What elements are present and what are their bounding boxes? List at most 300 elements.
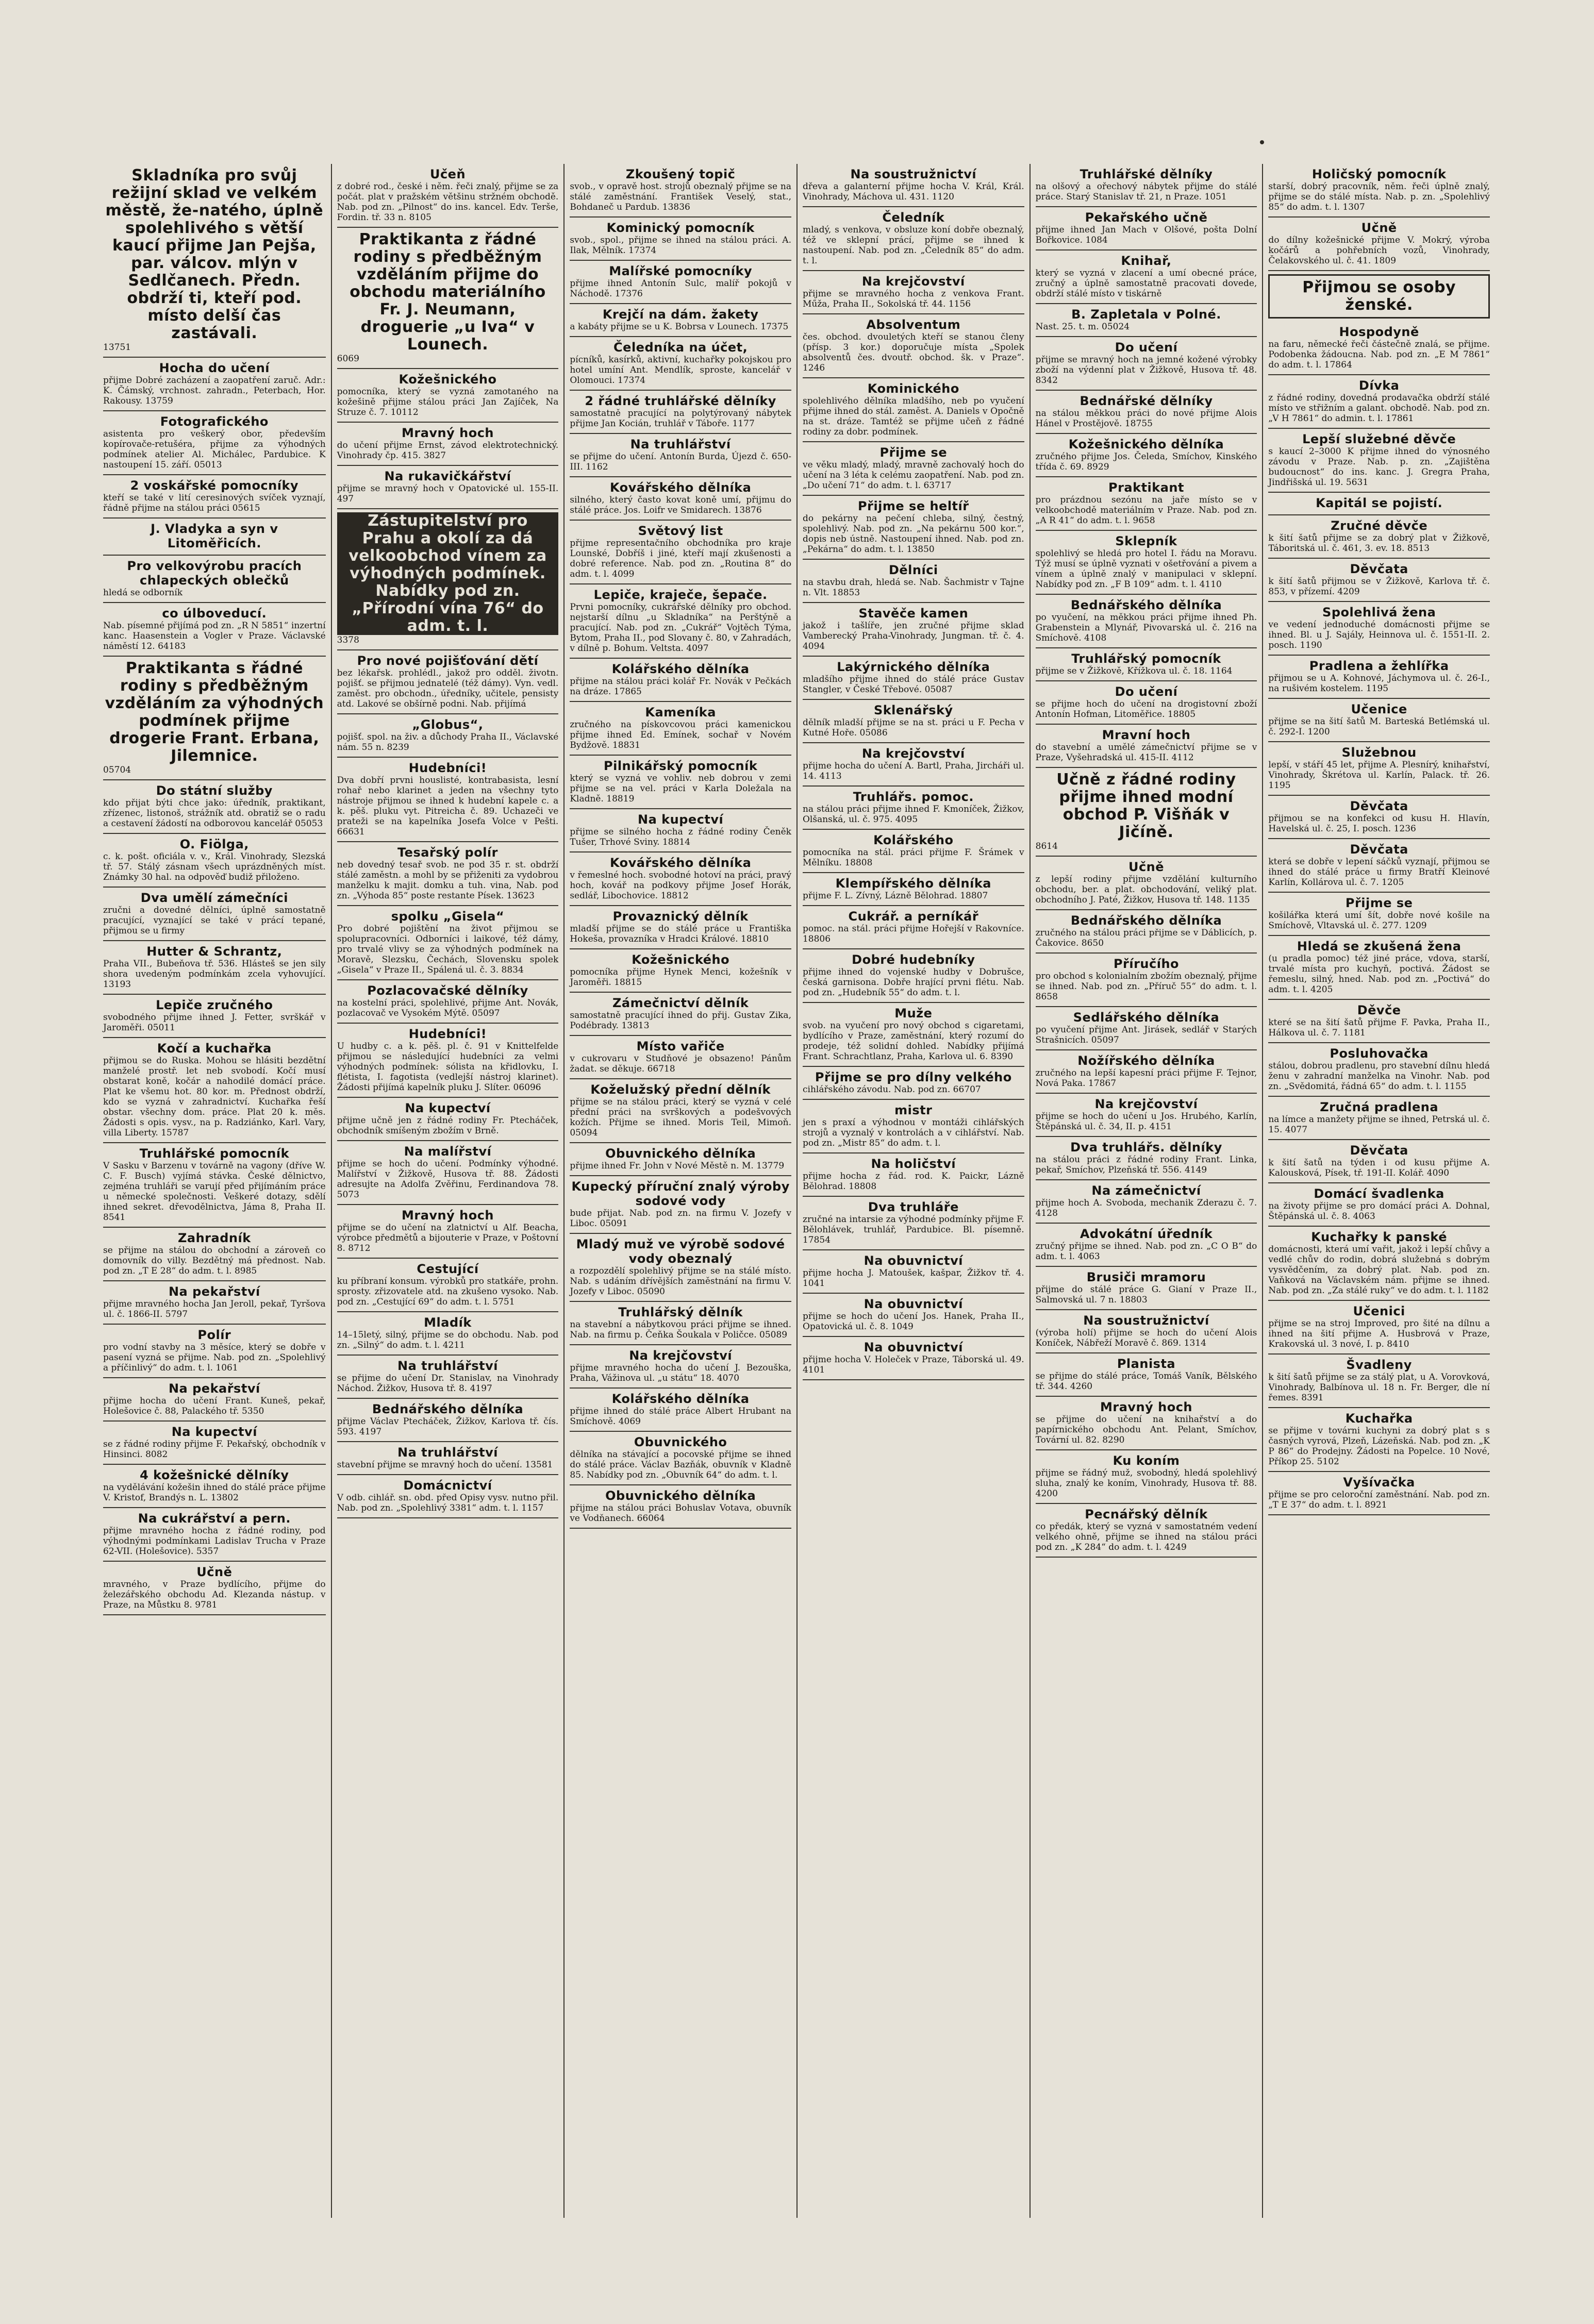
classified-ad [1036,207,1257,250]
ad-body: svob., v opravě host. strojů obeznalý přijme se na stálé zaměstnání. František Veselý, stat., Bohdaneč u Pardub. 13836 [570,181,791,212]
ad-body: samostatně pracující ihned do přij. Gustav Zika, Podébrady. 13813 [570,1010,791,1031]
classified-ad [337,369,559,423]
ad-heading: Provaznický dělník [612,909,749,924]
classified-ad [803,906,1024,949]
classified-ad [337,509,559,650]
classified-ad [1268,1472,1490,1515]
ad-body: přijme se silného hocha z řádné rodiny Čeněk Tušer, Trhové Sviny. 18814 [570,827,791,847]
classified-ad [103,1378,326,1422]
classified-ad [570,164,791,218]
classified-ad [570,906,791,949]
classified-ad [337,1205,559,1259]
classified-ad [1268,936,1490,1000]
classified-ad [570,756,791,809]
classified-ad [337,1098,559,1141]
classified-ad [803,1250,1024,1294]
classified-ad [337,1141,559,1205]
ad-body: kteří se také v lití ceresinových svíček vyznají, řádně přijme na stálou práci 05615 [103,493,326,513]
ad-heading: Na pekařství [168,1284,260,1299]
ad-body: košilářka která umí šít, dobře nové košile na Smíchově, Vltavská ul. č. 277. 1209 [1268,910,1490,931]
ad-heading: Absolventum [866,317,961,332]
classified-ad [570,809,791,852]
classified-ad [1268,1408,1490,1472]
ad-heading: Knihař, [1121,254,1172,268]
ad-heading: Učně z řádné rodiny přijme ihned modní obchod P. Višňák v Jičíně. [1056,771,1236,841]
ad-heading: 2 řádné truhlářské dělníky [585,394,776,408]
ad-heading: Koželužský přední dělník [590,1082,771,1097]
ad-body: silného, který často kovat koně umí, přijmu do stálé práce. Jos. Loifr ve Smidarech. 13876 [570,495,791,515]
ad-body: dřeva a galanterní přijme hocha V. Král, Král. Vinohrady, Máchova ul. 431. 1120 [802,181,1024,202]
ad-body: přijme ihned Fr. John v Nové Městě n. M. 13779 [570,1161,785,1171]
ad-body: se přijme v továrni kuchyni za dobrý plat s s časných vyrová, Plzeň, Lázeňská. Nab. pod zn. „K P 86“ do Prodejny. Žádosti na Popelce. 10 Nové, Příkop 25. 5102 [1268,1426,1490,1467]
ad-body: v řemeslné hoch. svobodné hotoví na práci, pravý hoch, kovář na podkovy přijme Josef Horák, sedlář, Libochovice. 18812 [570,870,791,901]
ad-heading: Na truhlářství [397,1359,498,1373]
ad-body: přijme se mravný hoch na jemné kožené výrobky zboží na výdenní plat v Žižkově, Husova tř. 48. 8342 [1035,355,1257,386]
ad-heading: Nožířského dělníka [1077,1054,1215,1068]
ad-heading: Lepiče zručného [156,998,273,1012]
ad-body: 14–15letý, silný, přijme se do obchodu. Nab. pod zn. „Silný“ do adm. t. l. 4211 [337,1330,559,1350]
ad-heading: Dívka [1358,378,1400,393]
ad-heading: Do učení [1115,684,1178,699]
ad-body: čes. obchod. dvouletých kteří se stanou členy (přísp. 3 kor.) doporučuje místa „Spolek absolventů čes. dvoutř. obchod. šk. v Praze“. 1246 [802,332,1024,373]
ad-body: hledá se odborník [103,588,183,598]
ad-heading: Kuchařky k panské [1311,1230,1448,1244]
ad-heading: Na rukavičkářství [384,469,511,483]
ad-body: se z řádné rodiny přijme F. Pekařský, obchodník v Hinsinci. 8082 [103,1439,326,1460]
ad-column [331,164,564,2218]
ad-body: se přijme na stálou do obchodní a zároveň co domovník do villy. Bezdětný má přednost. Nab. pod zn. „T E 28“ do adm. t. l. 8985 [103,1245,326,1276]
classified-ad [1268,893,1490,936]
ad-body: 8614 [1035,841,1058,851]
ad-heading: Na krejčovství [1094,1097,1198,1111]
ad-heading: O. Fiölga, [179,837,249,851]
classified-ad [1268,559,1490,602]
ad-body: mladší přijme se do stálé práce u Františka Hokeša, provazníka v Hradci Králové. 18810 [570,924,791,944]
ad-body: přijme ihned Antonín Sulc, malíř pokojů v Náchodě. 17376 [570,278,791,299]
classified-ad [570,1143,791,1176]
ad-heading: Obuvnického [634,1435,727,1449]
classified-ad [803,603,1024,657]
ad-body: domácnosti, která umí vařit, jakož i lepší chůvy a vedlé chův do rodin, dobrá služebná s dobrým vysvědčením, za dobrý plat. Nab. pod zn. Vaňková na Václavském nám. přijme se ihned. Nab. pod zn. „Za stálé ruky“ ve do adm. t. l. 1182 [1268,1244,1490,1296]
classified-ad [570,949,791,993]
ad-body: samostatně pracující na polytýrovaný nábytek přijme Jan Kocián, truhlář v Táboře. 1177 [570,408,791,429]
classified-ad [103,411,326,475]
ad-body: Nast. 25. t. m. 05024 [1035,322,1130,332]
ad-heading: Hudebníci! [408,761,487,775]
ad-heading: Na krejčovství [861,746,965,761]
classified-ad [803,496,1024,560]
ad-heading: Truhlářské dělníky [1080,167,1213,181]
ad-body: přijme hoch A. Svoboda, mechanik Zderazu č. 7. 4128 [1035,1198,1257,1218]
ad-heading: Malířské pomocníky [609,264,753,278]
classified-ad [1036,1450,1257,1504]
classified-ad [1036,681,1257,725]
ad-body: pícníků, kasírků, aktivní, kuchařky pokojskou pro hotel umíní Ant. Mendlík, sproste, kancelář v Olomouci. 17374 [570,355,791,386]
ad-body: po vyučení přijme Ant. Jirásek, sedlář v Starých Strašnicích. 05097 [1035,1025,1257,1045]
ad-heading: Muže [894,1006,933,1021]
ad-body: c. k. pošt. oficiála v. v., Král. Vinohrady, Slezská tř. 57. Stálý zásnam všech uprázdněných míst. Známky 30 hal. na odpověď budiž přiloženo. [103,851,326,882]
classified-ad [1036,391,1257,434]
classified-ad [1268,1355,1490,1408]
ad-body: dělníka na stávající a pocovské přijme se ihned do stálé práce. Václav Bazňák, obuvník v Kladně 85. Nabídky pod zn. „Obuvník 64“ do adm. t. l. [570,1449,791,1480]
classified-ad [1268,164,1490,218]
classified-ad [1036,1050,1257,1094]
ad-body: svob. na vyučení pro nový obchod s cigaretami, bydlícího v Praze, zaměstnání, který rozumí do prodeje, též solidní dohled. Nabídky přijímá Frant. Schrachtlanz, Praha, Karlova ul. 6. 8390 [802,1021,1024,1062]
classified-ad [337,906,559,980]
classified-ad [570,702,791,756]
ad-body: přijme se na stálou práci, který se vyzná v celé přední práci na svrškových a podešvových kožích. Přijme se ihned. Moris Teil, Mimoň. 05094 [570,1097,791,1138]
ad-heading: Na truhlářství [397,1445,498,1460]
ad-heading: Mravní hoch [1102,728,1191,742]
classified-ad [337,1259,559,1312]
ad-body: přijme do stálé práce G. Gianí v Praze II., Salmovská ul. 7 n. 18803 [1035,1284,1257,1305]
ad-body: pro vodní stavby na 3 měsíce, který se dobře v pasení vyzná se přijme. Nab. pod zn. „Spolehlivý a příčinlivý“ do adm. t. l. 1061 [103,1342,326,1373]
ad-body: přijme ihned Jan Mach v Olšové, pošta Dolní Bořkovice. 1084 [1035,225,1257,245]
ad-body: přijme hocha do učení A. Bartl, Praha, Jircháři ul. 14. 4113 [802,761,1024,781]
classified-ad [103,1465,326,1508]
ad-heading: Děvčata [1350,1143,1408,1158]
ad-heading: Truhlářské pomocník [139,1146,290,1161]
classified-ad [570,1432,791,1485]
classified-ad [1268,1097,1490,1140]
classified-ad [337,164,559,228]
ad-body: Praha VII., Bubeňova tř. 536. Hlásteš se jen sily shora uvedeným podmínkám zcela vyhovující. 13193 [103,959,326,990]
classified-ad [1268,429,1490,493]
ad-heading: Na kupectví [405,1101,491,1115]
ad-body: co předák, který se vyzná v samostatném vedení velkého ohně, přijme se ihned na stálou práci pod zn. „K 284“ do adm. t. l. 4249 [1035,1522,1257,1552]
classified-ad [570,1389,791,1432]
ad-heading: mistr [894,1103,933,1117]
ad-body: přijme se hoch do učení Jos. Hanek, Praha II., Opatovická ul. č. 8. 1049 [802,1311,1024,1332]
classified-ad [1268,1000,1490,1043]
ad-heading: Pro nové pojišťování dětí [357,654,539,668]
ad-heading: Na kupectví [638,812,724,827]
ad-heading: Mravný hoch [401,426,494,440]
ad-heading: Obuvnického dělníka [605,1146,756,1161]
ad-heading: Místo vařiče [636,1039,725,1054]
classified-ad [1036,768,1257,857]
ad-heading: Zručná pradlena [1320,1100,1439,1114]
classified-ad [1268,742,1490,796]
ad-heading: B. Zapletala v Polné. [1071,307,1221,322]
ad-body: na stálou práci z řádné rodiny Frant. Linka, pekař, Smíchov, Plzeňská tř. 556. 4149 [1035,1155,1257,1175]
ad-heading: Stavěče kamen [858,606,969,621]
ad-body: mravného, v Praze bydlícího, přijme do železářského obchodu Ad. Klezanda nástup. v Praze, na Můstku 8. 9781 [103,1579,326,1610]
ad-heading: Učenici [1353,1304,1405,1318]
ad-body: přijme ihned do stálé práce Albert Hrubant na Smíchově. 4069 [570,1406,791,1427]
classified-ad [1268,274,1490,319]
classified-ad [1036,250,1257,304]
classified-ad [570,584,791,659]
ad-body: starší, dobrý pracovník, něm. řeči úplně znalý, přijme se do stálé místa. Nab. p. zn. „Spolehlivý 85“ do adm. t. l. 1307 [1268,181,1490,212]
classified-ad [103,519,326,556]
classified-ad [337,714,559,758]
classified-ads-grid [98,164,1495,2218]
ad-body: stavební přijme se mravný hoch do učení. 13581 [337,1460,553,1470]
classified-ad [570,261,791,304]
ad-heading: Kolářského [873,833,954,847]
ad-heading: Kožešnického dělníka [1068,437,1224,452]
ad-heading: Bednářského dělníka [1070,598,1222,612]
classified-ad [1036,1353,1257,1397]
ad-heading: Kovářského dělníka [610,856,752,870]
classified-ad [803,700,1024,743]
ad-heading: Učně [196,1565,233,1579]
ad-heading: J. Vladyka a syn v Litoměřicích. [151,522,278,550]
ad-body: zručné na intarsie za výhodné podmínky přijme F. Bělohlávek, truhlář, Pardubice. Bl. písemně. 17854 [802,1214,1024,1245]
ad-body: Dva dobří prvni houslisté, kontrabasista, lesní rohař nebo klarinet a jeden na všechny tyto nástroje přijmou se ihned k hudební kapele c. a k. pěš. pluku vyt. Pitreicha č. 89. Uchazeči ve prateži se na kapelníka Josefa Volce v Pešti. 66631 [337,775,559,837]
ad-body: do stavební a umělé zámečnictví přijme se v Praze, Vyšehradská ul. 415-II. 4112 [1035,742,1257,763]
ad-heading: Truhlářs. pomoc. [853,790,974,804]
ad-heading: Ku koním [1113,1453,1180,1468]
ad-body: se přijme do učení na knihařství a do papírnického obchodu Ant. Pelant, Smíchov, Tovární ul. 82. 8290 [1035,1414,1257,1445]
ad-heading: Cestující [417,1262,479,1276]
classified-ad [1036,857,1257,910]
ad-heading: Na obuvnictví [864,1340,964,1355]
classified-ad [1268,515,1490,559]
ad-body: přijmou se na konfekci od kusu H. Hlavín, Havelská ul. č. 25, I. posch. 1236 [1268,813,1490,834]
classified-ad [570,477,791,521]
ad-column [563,164,796,2218]
classified-ad [103,358,326,411]
ad-body: přijme se řádný muž, svobodný, hledá spolehlivý sluha, znalý ke koním, Vinohrady, Husova tř. 88. 4200 [1035,1468,1257,1499]
classified-ad [103,1422,326,1465]
classified-ad [337,423,559,466]
ad-heading: Pradlena a žehlířka [1309,659,1449,673]
ad-body: mladšího přijme ihned do stálé práce Gustav Stangler, v České Třebové. 05087 [802,674,1024,695]
ad-body: přijme mravného hocha do učení J. Bezouška, Praha, Vážinova ul. „u státu“ 18. 4070 [570,1363,791,1383]
ad-heading: Přijme se pro dílny velkého [815,1070,1012,1084]
classified-ad [570,1036,791,1079]
ad-heading: Švadleny [1346,1358,1412,1372]
classified-ad [570,1345,791,1389]
ad-body: ve věku mladý, mladý, mravně zachovalý hoch do učení na 3 léta k celému zaopatření. Nab. pod zn. „Do učení 71“ do adm. t. l. 63717 [802,460,1024,491]
classified-ad [570,852,791,906]
ad-body: na faru, německé řeči částečně znalá, se přijme. Podobenka žádoucna. Nab. pod zn. „E M 7861“ do adm. t. l. 17864 [1268,339,1490,370]
classified-ad [1036,434,1257,477]
ad-heading: Hocha do učení [159,361,270,375]
ad-body: ku příbraní konsum. výrobků pro statkáře, prohn. sprosty. zřizovatele atd. na zkušeno vysoko. Nab. pod zn. „Cestující 69“ do adm. t. l. 5751 [337,1276,559,1307]
ad-heading: Domácnictví [403,1478,492,1493]
ad-body: svobodného přijme ihned J. Fetter, svrškář v Jaroměři. 05011 [103,1012,326,1033]
classified-ad [103,1325,326,1378]
ad-heading: 2 voskářské pomocníky [130,478,299,493]
ad-heading: Do učení [1115,340,1178,355]
ad-body: V Sasku v Barzenu v továrně na vagony (dříve W. C. F. Busch) vyjímá stávka. České dělnictvo, zejména truhláři se varují před přijímáním práce u německé společnosti. Veškeré dotazy, sdělí ihned sekret. dřevodělnictva, Jáma 8, Praha II. 8541 [103,1161,326,1223]
ad-heading: Na kupectví [171,1425,257,1439]
ad-body: přijme Václav Ptecháček, Žižkov, Karlova tř. čís. 593. 4197 [337,1416,559,1437]
classified-ad [337,1356,559,1399]
classified-ad [103,1228,326,1281]
classified-ad [103,941,326,995]
ad-body: do pekárny na pečení chleba, silný, čestný, spolehlivý. Nab. pod zn. „Na pekárnu 500 kor.“, dopis neb ústně. Nastoupení ihned. Nab. pod zn. „Pekárna“ do adm. t. l. 13850 [802,513,1024,555]
ad-body: spolehlivý se hledá pro hotel I. řádu na Moravu. Týž musí se úplně vyznati v ošetřování a pivem a vínem a úplně znalý v manipulaci v sklepní. Nabídky pod zn. „F B 109“ adm. t. l. 4110 [1035,548,1257,590]
ad-body: které se na šití šatů přijme F. Pavka, Praha II., Hálkova ul. č. 7. 1181 [1268,1017,1490,1038]
classified-ad [1268,1301,1490,1355]
ad-heading: Obuvnického dělníka [605,1489,756,1503]
ad-body: zručného na pískovcovou práci kamenickou přijme ihned Ed. Emínek, sochař v Novém Bydžově. 18831 [570,720,791,750]
ad-body: přijme se do učení na zlatnictví u Alf. Beacha, výrobce předmětů a bijouterie v Praze, v Poštovní 8. 8712 [337,1223,559,1253]
ad-heading: Služebnou [1341,745,1417,760]
ad-body: do dílny kožešnické přijme V. Mokrý, výroba kočárů a pohřebních vozů, Vinohrady, Čelakovského ul. č. 41. 1809 [1268,235,1490,266]
classified-ad [1268,1043,1490,1097]
ad-body: z dobré rod., české i něm. řeči znalý, přijme se za počát. plat v pražském většinu stržném obchodě. Nab. pod zn. „Pilnost“ do ins. kancel. Edv. Terše, Fordin. tř. 33 n. 8105 [337,181,559,223]
ad-heading: Kameníka [645,705,716,720]
classified-ad [337,650,559,714]
ad-body: na vydělávání kožešin ihned do stálé práce přijme V. Kristof, Brandýs n. L. 13802 [103,1482,326,1503]
classified-ad [1036,164,1257,207]
ad-body: přijme se na šití šatů M. Barteská Betlémská ul. č. 292-I. 1200 [1268,716,1490,737]
ad-body: 6069 [337,354,359,364]
classified-ad [103,995,326,1038]
ad-body: přijme F. L. Zívný, Lázně Bělohrad. 18807 [802,891,988,901]
ad-heading: Čeledník [882,210,945,225]
ad-heading: Dva umělí zámečníci [140,891,288,905]
ad-body: dělník mladší přijme se na st. práci u F. Pecha v Kutné Hoře. 05086 [802,717,1024,738]
classified-ad [570,337,791,391]
classified-ad [570,659,791,702]
ad-body: pomocníka, který se vyzná zamotaného na kožešině přijme stálou práci Jan Zajíček, Na Struze č. 7. 10112 [337,387,559,417]
ad-heading: Na zámečnictví [1091,1183,1201,1198]
classified-ad [570,1485,791,1529]
ad-heading: Klempířského dělníka [835,876,991,891]
ad-body: se přijme do učení. Antonín Burda, Újezd č. 650-III. 1162 [570,452,791,472]
classified-ad [803,830,1024,873]
ad-body: přijme hocha J. Matoušek, kašpar, Žižkov tř. 4. 1041 [802,1268,1024,1289]
classified-ad [103,888,326,941]
ad-heading: Praktikanta z řádné rodiny s předběžným vzděláním přijme do obchodu materiálního Fr. J. Neumann, droguerie „u Iva“ v Lounech. [350,230,546,354]
ad-heading: Zámečnictví dělník [612,996,749,1010]
ad-body: zručného na stálou práci přijme se v Dáblicích, p. Čakovice. 8650 [1035,928,1257,948]
classified-ad [803,1003,1024,1067]
ad-body: pro obchod s kolonialním zbožím obeznalý, přijme se ihned. Nab. pod zn. „Příruč 55“ do adm. t. l. 8658 [1035,971,1257,1002]
classified-ad [337,1312,559,1356]
ad-body: přijme se hoch do učení u Jos. Hrubého, Karlín, Štěpánská ul. č. 34, II. p. 4151 [1035,1111,1257,1132]
ad-heading: Přijme se [879,445,948,460]
classified-ad [1036,725,1257,768]
ad-body: Pro dobré pojištění na život přijmou se spolupracovníci. Odborníci i laikové, též dámy, pro trvalé vlivy se za výhodných podmínek na Moravě, Slezsku, Čechách, Slovensku spolek „Gisela“ v Praze II., Spálená ul. č. 3. 8834 [337,924,559,975]
classified-ad [570,1234,791,1302]
ad-heading: Sklenářský [873,703,953,717]
ad-column [98,164,331,2218]
classified-ad [1036,910,1257,954]
classified-ad [1268,493,1490,515]
ad-heading: Hutter & Schrantz, [146,944,283,959]
classified-ad [103,1508,326,1562]
ad-heading: Praktikanta s řádné rodiny s předběžným vzděláním za výhodných podmínek přijme drogerie Frant. Erbana, Jilemnice. [105,659,324,765]
ad-body: přijme hocha V. Holeček v Praze, Táborská ul. 49. 4101 [802,1355,1024,1375]
ad-heading: Děvčata [1350,562,1408,576]
classified-ad [803,314,1024,378]
ad-heading: Učně [1128,860,1165,874]
ad-body: zručného na lepší kapesní práci přijme F. Tejnor, Nová Paka. 17867 [1035,1068,1257,1089]
ad-heading: Holičský pomocník [1311,167,1447,181]
ad-heading: Kapitál se pojistí. [1316,496,1443,510]
ad-body: a kabáty přijme se u K. Bobrsa v Lounech. 17375 [570,322,789,332]
classified-ad [1268,1183,1490,1227]
ad-heading: Mladý muž ve výrobě sodové vody obeznalý [576,1237,785,1266]
ad-heading: Příručího [1113,957,1180,971]
ad-body: cihlářského závodu. Nab. pod zn. 66707 [802,1084,981,1095]
ad-body: k šití šatů přijmou se v Žižkově, Karlova tř. č. 853, v přízemí. 4209 [1268,576,1490,597]
classified-ad [803,949,1024,1003]
classified-ad [1036,531,1257,595]
ad-heading: Mravný hoch [401,1208,494,1223]
classified-ad [803,873,1024,906]
ad-body: 3378 [337,635,359,645]
classified-ad [570,1176,791,1234]
classified-ad [803,271,1024,314]
ad-body: 05704 [103,765,131,775]
ad-heading: Dělníci [888,563,938,577]
classified-ad [1036,648,1257,681]
ad-body: 13751 [103,342,131,353]
ad-body: přijme se na stroj Improved, pro šité na dílnu a ihned na šití přijme A. Husbrová v Praze, Krakovská ul. 3 nové, I. p. 8410 [1268,1318,1490,1349]
ad-body: (výroba holí) přijme se hoch do učení Alois Koníček, Nábřeží Moravě č. 869. 1314 [1035,1328,1257,1348]
ad-body: na olšový a ořechový nábytek přijme do stálé práce. Starý Stanislav tř. 21, n Praze. 1051 [1035,181,1257,202]
ad-heading: Dobré hudebníky [852,952,975,967]
ad-body: z řádné rodiny, dovedná prodavačka obdrží stálé místo ve střižním a galant. obchodě. Nab. pod zn. „V H 7861“ do admin. t. l. 17861 [1268,393,1490,424]
ad-heading: Posluhovačka [1330,1046,1429,1061]
classified-ad [337,466,559,509]
ad-heading: Krejčí na dám. žakety [602,307,759,322]
ad-body: lepší, v stáří 45 let, přijme A. Plesnírý, knihařství, Vinohrady, Škrétova ul. Karlín, Palack. tř. 26. 1195 [1268,760,1490,791]
classified-ad [803,207,1024,271]
ad-column [796,164,1030,2218]
classified-ad [803,743,1024,787]
ad-body: na kostelní práci, spolehlivé, přijme Ant. Novák, pozlacovač ve Vysokém Mýtě. 05097 [337,998,559,1018]
classified-ad [103,475,326,519]
ad-heading: Čeledníka na účet, [613,340,748,355]
ad-heading: Kominický pomocník [606,221,755,235]
ad-body: ve vedení jednoduché domácnosti přijme se ihned. Bl. u J. Sajály, Heinnova ul. č. 1551-II. 2. posch. 1190 [1268,620,1490,650]
ad-heading: Hospodyně [1339,325,1419,339]
classified-ad [103,1143,326,1228]
ad-heading: Na obuvnictví [864,1297,964,1311]
ad-body: pomocníka na stál. práci přijme F. Šrámek v Mělníku. 18808 [802,847,1024,868]
ad-heading: co úlboveducí. [162,606,267,621]
ad-heading: Učně [1361,221,1397,235]
ad-body: do učení přijme Ernst, závod elektrotechnický. Vinohrady čp. 415. 3827 [337,440,559,461]
ad-heading: Kupecký příruční znalý výroby sodové vody [571,1179,790,1208]
classified-ad [1036,1224,1257,1267]
classified-ad [337,228,559,369]
ad-heading: „Globus“, [412,717,484,732]
ad-heading: Pro velkovýrobu pracích chlapeckých oblečků [127,559,302,588]
ad-heading: Lakýrnického dělníka [837,660,990,674]
classified-ad [803,442,1024,496]
classified-ad [103,834,326,888]
ad-body: na stálou práci přijme ihned F. Kmoníček, Žižkov, Olšanská, ul. č. 975. 4095 [802,804,1024,825]
classified-ad [803,1153,1024,1197]
ad-heading: Děvče [1357,1003,1401,1017]
ad-body: přijme se hoch do učení. Podmínky výhodné. Malířství v Žižkově, Husova tř. 88. Žádosti adresujte na Adolfa Zvěřinu, Ferdinandova 78. 5073 [337,1159,559,1200]
ad-body: mladý, s venkova, v obsluze koní dobře obeznalý, též ve sklepní prácí, přijme se ihned k nastoupení. Nab. pod zn. „Čeledník 85“ do adm. t. l. [802,225,1024,266]
ad-body: pomoc. na stál. práci přijme Hořejší v Rakovníce. 18806 [802,924,1024,944]
ad-body: k šití šatů na týden i od kusu přijme A. Kalousková, Písek, tř. 191-II. Kolář. 4090 [1268,1158,1490,1178]
ad-heading: Pozlacovačské dělníky [367,983,528,998]
ad-heading: Na holičství [871,1157,956,1171]
ad-heading: Děvčata [1350,799,1408,813]
ad-heading: Přijmou se osoby ženské. [1302,278,1456,314]
ad-body: z lepší rodiny přijme vzdělání kulturního obchodu, ber. a plat. obchodování, veliký plat. obchodního J. Paté, Žižkov, Husova tř. 148. 1135 [1035,874,1257,905]
ad-heading: Pecnářský dělník [1085,1507,1208,1522]
ad-heading: Lepiče, kraječe, šepače. [593,588,768,602]
classified-ad [1036,954,1257,1007]
ad-heading: Zástupitelství pro Prahu a okolí za dá velkoobchod vínem za výhodných podmínek. Nabídky pod zn. „Přírodní vína 76“ do adm. t. l. [337,512,559,635]
ad-heading: Světový list [638,524,723,538]
classified-ad [1268,218,1490,271]
